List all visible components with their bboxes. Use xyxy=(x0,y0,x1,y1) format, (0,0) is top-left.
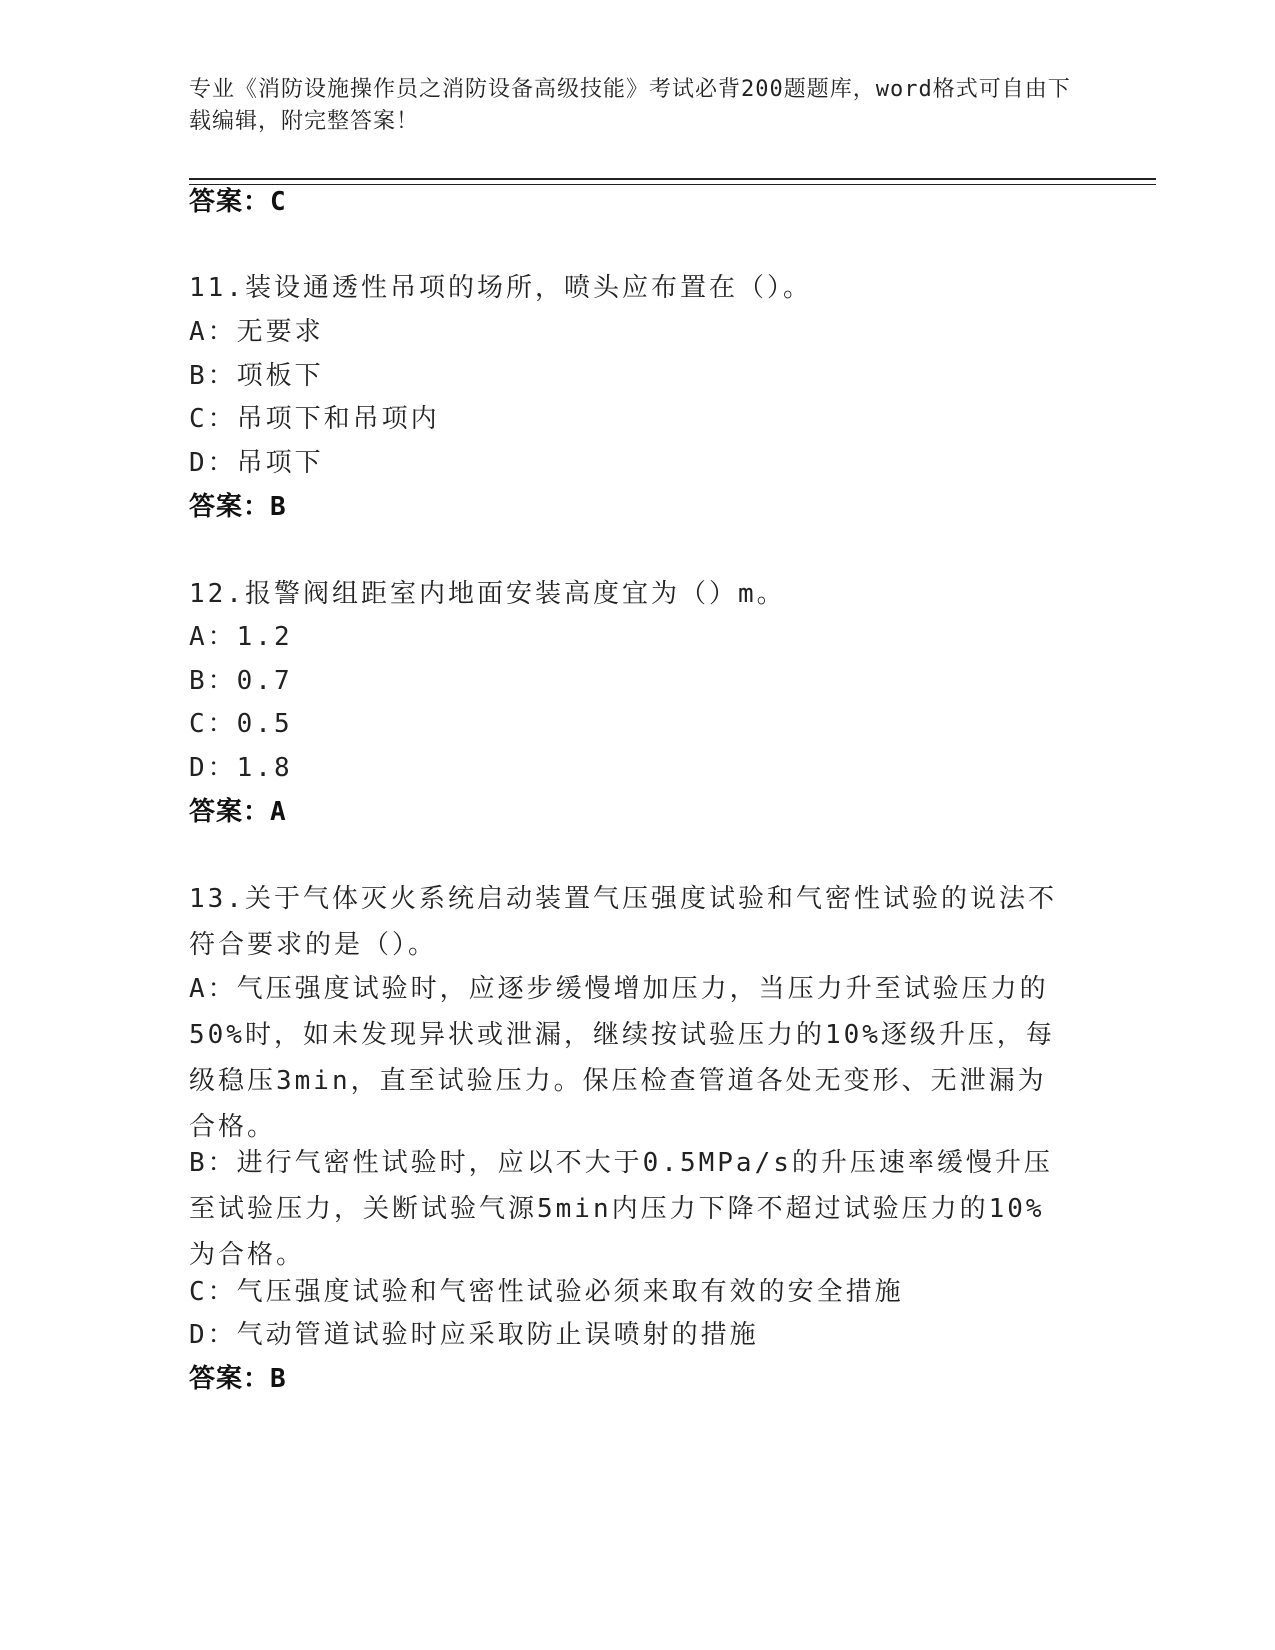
question-11-option-a: A：无要求 xyxy=(189,317,324,347)
question-13-option-a: A：气压强度试验时，应逐步缓慢增加压力，当压力升至试验压力的50%时，如未发现异状或泄漏，继续按试验压力的10%逐级升压，每级稳压3min，直至试验压力。保压检查管道各处无变形、无泄漏为合格。 xyxy=(189,974,1055,1142)
question-13-option-d: D：气动管道试验时应采取防止误喷射的措施 xyxy=(189,1320,759,1350)
question-11-stem: 11.装设通透性吊项的场所，喷头应布置在（）。 xyxy=(189,273,812,303)
question-12-option-d: D：1.8 xyxy=(189,753,293,783)
previous-answer: 答案：C xyxy=(189,187,287,217)
header-rule-thin xyxy=(189,184,1156,185)
question-13-option-c: C：气压强度试验和气密性试验必须来取有效的安全措施 xyxy=(189,1277,904,1307)
question-12-option-a: A：1.2 xyxy=(189,622,293,652)
question-12-answer: 答案：A xyxy=(189,797,287,827)
question-12-stem: 12.报警阀组距室内地面安装高度宜为（）m。 xyxy=(189,579,786,609)
question-13-option-b: B：进行气密性试验时，应以不大于0.5MPa/s的升压速率缓慢升压至试验压力，关断试验气源5min内压力下降不超过试验压力的10%为合格。 xyxy=(189,1148,1053,1270)
question-11-answer: 答案：B xyxy=(189,492,287,522)
document-header: 专业《消防设施操作员之消防设备高级技能》考试必背200题题库，word格式可自由下载编辑，附完整答案！ xyxy=(189,77,1071,134)
question-11-option-d: D：吊项下 xyxy=(189,448,324,478)
question-13-stem: 13.关于气体灭火系统启动装置气压强度试验和气密性试验的说法不符合要求的是（）。 xyxy=(189,884,1057,960)
question-13-answer: 答案：B xyxy=(189,1364,287,1394)
header-rule-thick xyxy=(189,178,1156,180)
question-11-option-c: C：吊项下和吊项内 xyxy=(189,404,440,434)
question-12-option-b: B：0.7 xyxy=(189,666,293,696)
question-11-option-b: B：项板下 xyxy=(189,361,324,391)
question-12-option-c: C：0.5 xyxy=(189,709,293,739)
